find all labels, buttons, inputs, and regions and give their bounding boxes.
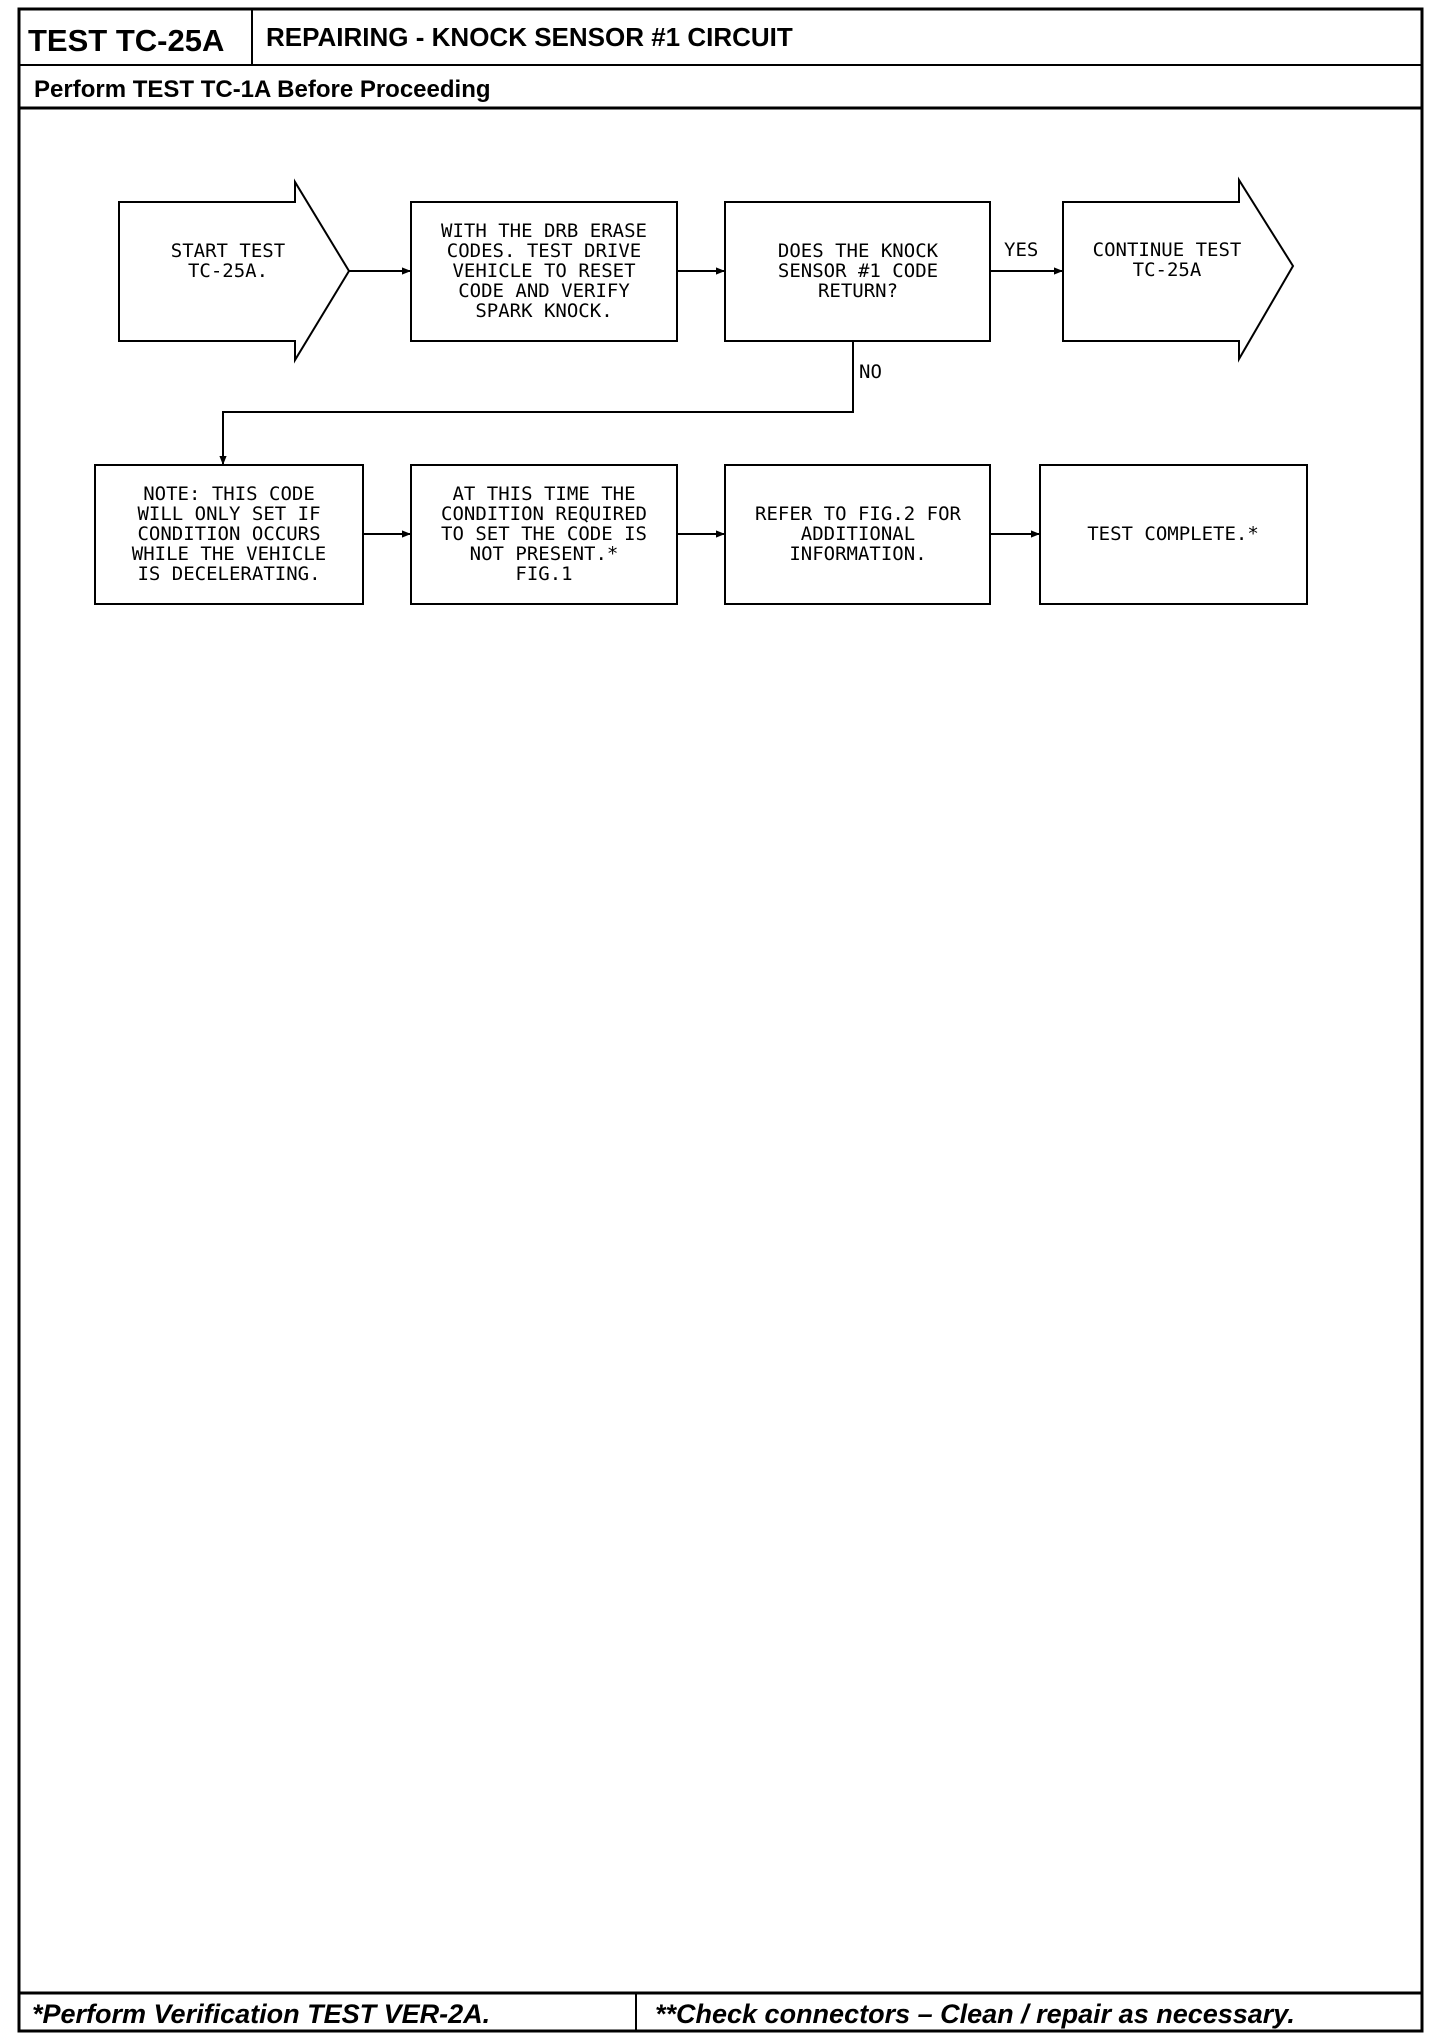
step1-text-line: VEHICLE TO RESET — [452, 260, 636, 282]
complete-text-line: TEST COMPLETE.* — [1087, 523, 1259, 545]
refer-text-line: INFORMATION. — [789, 543, 927, 565]
condition-text-line: AT THIS TIME THE — [452, 483, 636, 505]
footer-left-note: *Perform Verification TEST VER-2A. — [32, 1999, 491, 2029]
complete-text — [1087, 523, 1259, 545]
condition-text-line: FIG.1 — [515, 563, 573, 585]
note-text-line: NOTE: THIS CODE — [143, 483, 315, 505]
step1-text-line: CODE AND VERIFY — [458, 280, 630, 302]
note-text — [132, 483, 326, 585]
test-id: TEST TC-25A — [28, 23, 225, 58]
step1-text-line: SPARK KNOCK. — [475, 300, 613, 322]
decision-text — [778, 240, 939, 302]
page-frame — [19, 9, 1422, 2031]
condition-text-line: TO SET THE CODE IS — [441, 523, 647, 545]
note-text-line: IS DECELERATING. — [137, 563, 321, 585]
start-text — [171, 240, 285, 282]
continue-text-line: TC-25A — [1132, 259, 1202, 281]
refer-text-line: REFER TO FIG.2 FOR — [755, 503, 961, 525]
step1-text-line: CODES. TEST DRIVE — [446, 240, 642, 262]
start-text-line: TC-25A. — [187, 260, 269, 282]
note-text-line: WILL ONLY SET IF — [137, 503, 321, 525]
footer-right-note: **Check connectors – Clean / repair as necessary. — [655, 1999, 1295, 2029]
yes-label: YES — [1004, 239, 1039, 261]
step1-text — [441, 220, 647, 322]
refer-text-line: ADDITIONAL — [800, 523, 916, 545]
start-text-line: START TEST — [170, 240, 286, 262]
continue-text-line: CONTINUE TEST — [1092, 239, 1242, 261]
step1-text-line: WITH THE DRB ERASE — [441, 220, 647, 242]
continue-text — [1093, 239, 1242, 281]
arrow-decision-no — [223, 341, 853, 465]
page-title: REPAIRING - KNOCK SENSOR #1 CIRCUIT — [266, 22, 793, 52]
condition-text — [441, 483, 647, 585]
condition-text-line: CONDITION REQUIRED — [441, 503, 647, 525]
decision-text-line: RETURN? — [817, 280, 899, 302]
note-text-line: WHILE THE VEHICLE — [131, 543, 327, 565]
refer-text — [755, 503, 961, 565]
note-text-line: CONDITION OCCURS — [137, 523, 321, 545]
decision-text-line: SENSOR #1 CODE — [777, 260, 939, 282]
no-label: NO — [859, 361, 882, 383]
decision-text-line: DOES THE KNOCK — [777, 240, 939, 262]
condition-text-line: NOT PRESENT.* — [469, 543, 619, 565]
page-subtitle: Perform TEST TC-1A Before Proceeding — [34, 76, 491, 103]
